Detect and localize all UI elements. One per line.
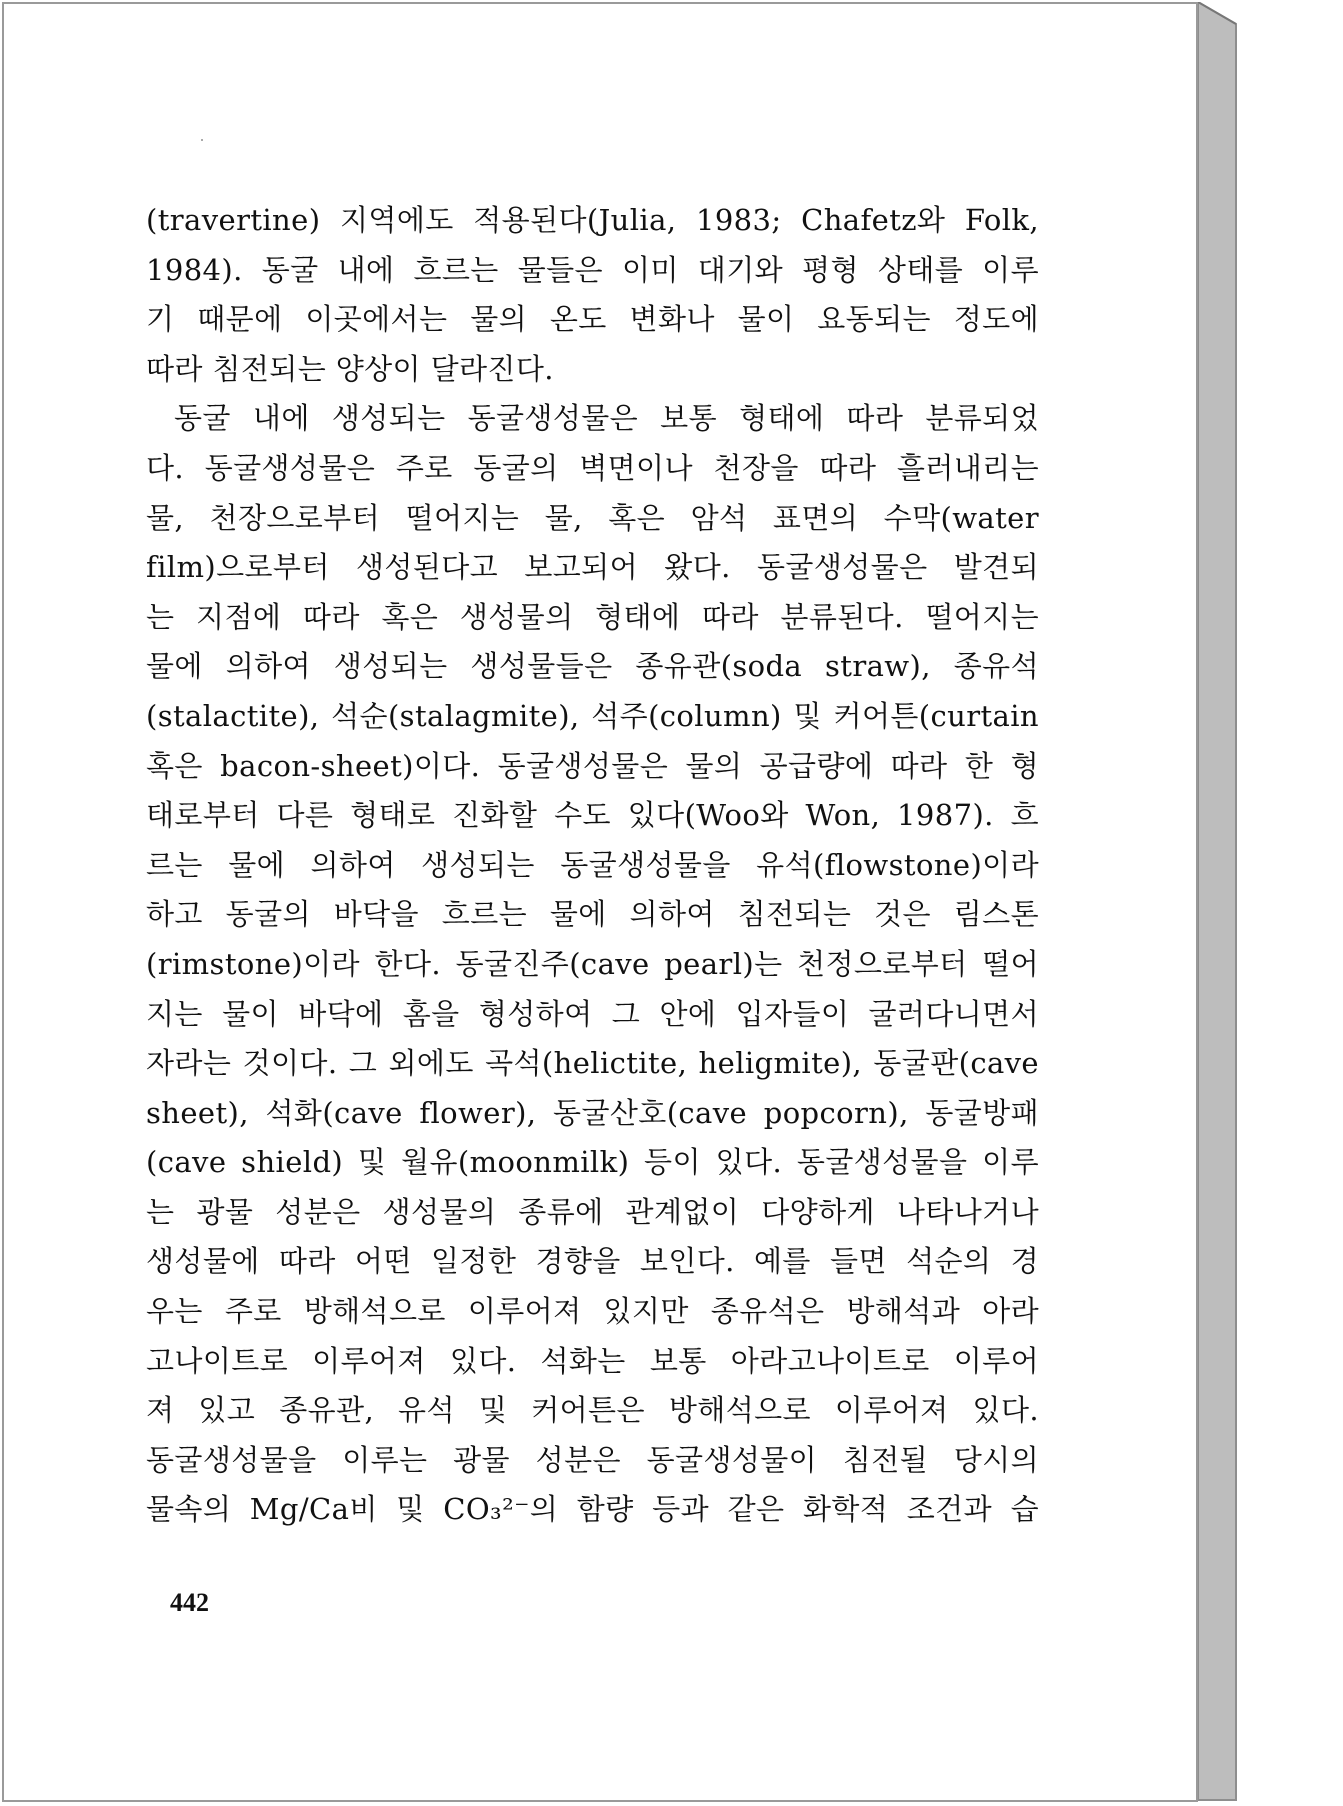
- text-line: 는 지점에 따라 혹은 생성물의 형태에 따라 분류된다. 떨어지는: [146, 599, 1039, 634]
- text-line: 지는 물이 바닥에 홈을 형성하여 그 안에 입자들이 굴러다니면서: [146, 996, 1039, 1031]
- text-line: 하고 동굴의 바닥을 흐르는 물에 의하여 침전되는 것은 림스톤: [146, 897, 1039, 932]
- text-line: 동굴 내에 생성되는 동굴생성물은 보통 형태에 따라 분류되었: [174, 401, 1039, 436]
- body-text: [146, 196, 1039, 1535]
- text-line: 1984). 동굴 내에 흐르는 물들은 이미 대기와 평형 상태를 이루: [146, 252, 1039, 287]
- scan-speck: [201, 139, 203, 141]
- text-line: 물속의 Mg/Ca비 및 CO₃²⁻의 함량 등과 같은 화학적 조건과 습: [146, 1492, 1039, 1527]
- text-line: 태로부터 다른 형태로 진화할 수도 있다(Woo와 Won, 1987). 흐: [146, 798, 1039, 833]
- text-line: 다. 동굴생성물은 주로 동굴의 벽면이나 천장을 따라 흘러내리는: [146, 450, 1039, 485]
- text-line: 동굴생성물을 이루는 광물 성분은 동굴생성물이 침전될 당시의: [146, 1442, 1039, 1477]
- text-line: film)으로부터 생성된다고 보고되어 왔다. 동굴생성물은 발견되: [146, 550, 1039, 585]
- text-line: (stalactite), 석순(stalagmite), 석주(column) 및 커어튼(curtain: [146, 698, 1039, 733]
- text-line: 혹은 bacon-sheet)이다. 동굴생성물은 물의 공급량에 따라 한 형: [146, 748, 1039, 783]
- text-line: 기 때문에 이곳에서는 물의 온도 변화나 물이 요동되는 정도에: [146, 302, 1039, 337]
- text-line: 물, 천장으로부터 떨어지는 물, 혹은 암석 표면의 수막(water: [146, 500, 1039, 535]
- text-line: 고나이트로 이루어져 있다. 석화는 보통 아라고나이트로 이루어: [146, 1343, 1039, 1378]
- text-line: 물에 의하여 생성되는 생성물들은 종유관(soda straw), 종유석: [146, 649, 1039, 684]
- text-line: 따라 침전되는 양상이 달라진다.: [146, 351, 554, 386]
- text-line: 져 있고 종유관, 유석 및 커어튼은 방해석으로 이루어져 있다.: [146, 1393, 1039, 1428]
- text-line: 르는 물에 의하여 생성되는 동굴생성물을 유석(flowstone)이라: [146, 847, 1039, 882]
- text-line: 는 광물 성분은 생성물의 종류에 관계없이 다양하게 나타나거나: [146, 1194, 1039, 1229]
- text-line: sheet), 석화(cave flower), 동굴산호(cave popcorn), 동굴방패: [146, 1095, 1039, 1130]
- text-line: (rimstone)이라 한다. 동굴진주(cave pearl)는 천정으로부터 떨어: [146, 946, 1039, 981]
- page-number: 442: [170, 1588, 209, 1617]
- page-edge-shadow: [1198, 2, 1242, 1802]
- text-line: 생성물에 따라 어떤 일정한 경향을 보인다. 예를 들면 석순의 경: [146, 1244, 1039, 1279]
- text-line: 우는 주로 방해석으로 이루어져 있지만 종유석은 방해석과 아라: [146, 1294, 1039, 1329]
- text-line: (travertine) 지역에도 적용된다(Julia, 1983; Chafetz와 Folk,: [146, 203, 1039, 237]
- text-line: 자라는 것이다. 그 외에도 곡석(helictite, heligmite), 동굴판(cave: [146, 1046, 1039, 1081]
- text-line: (cave shield) 및 월유(moonmilk) 등이 있다. 동굴생성물을 이루: [146, 1145, 1039, 1180]
